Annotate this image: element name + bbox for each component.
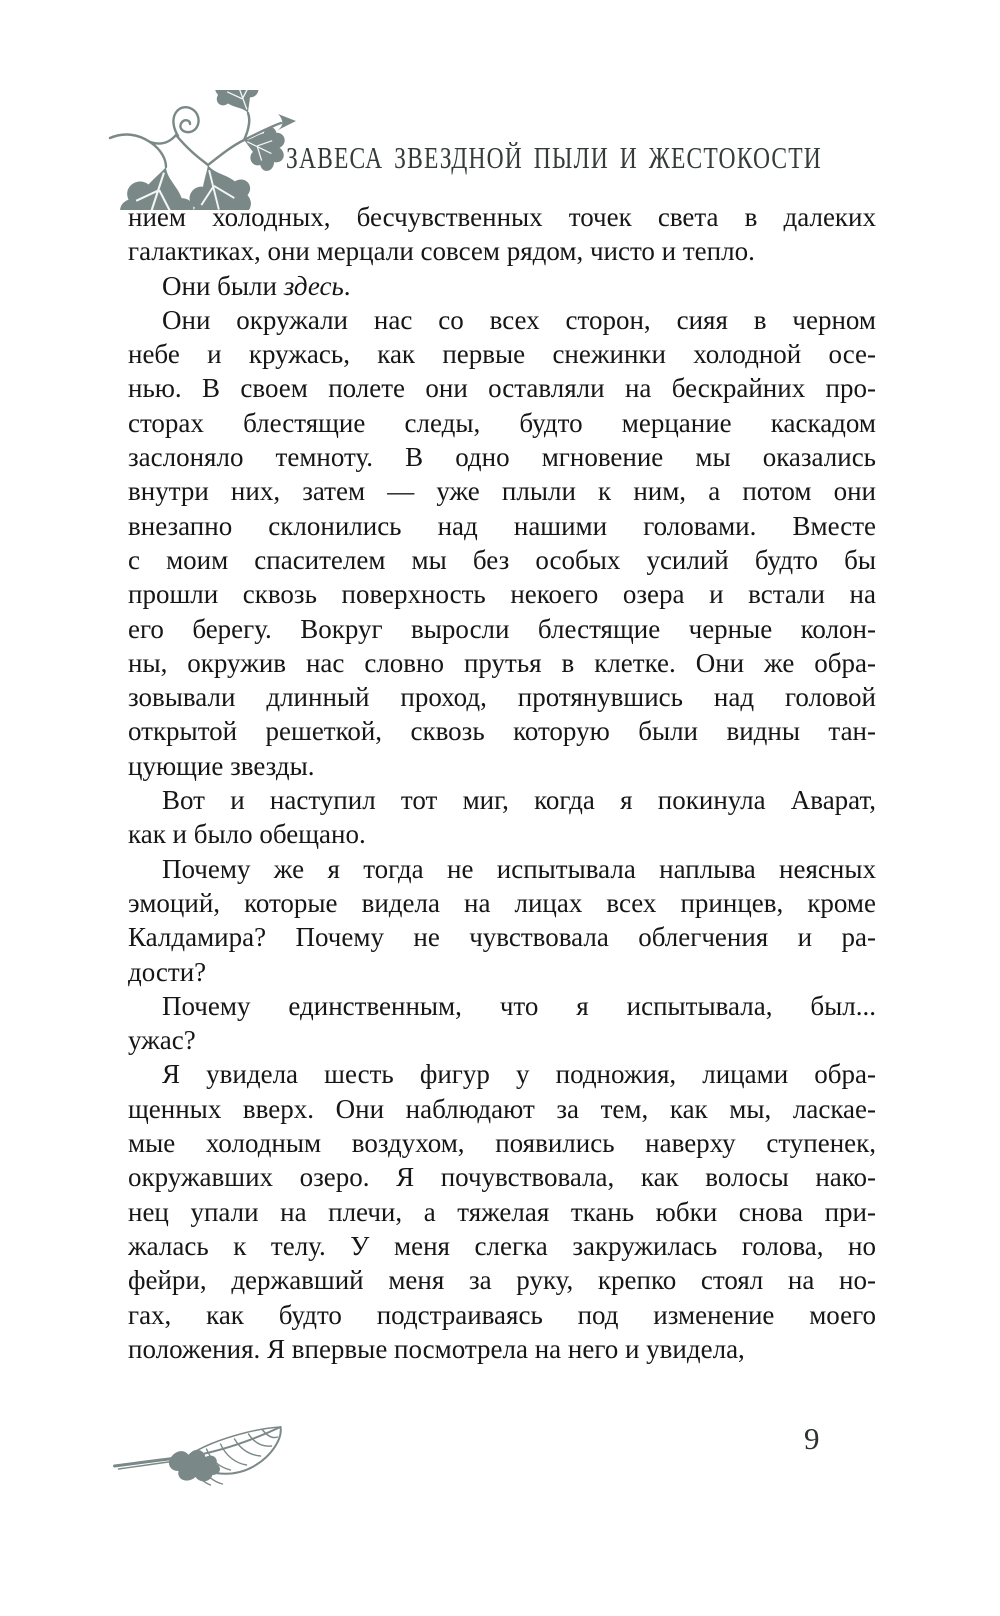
text-line: щенных вверх. Они наблюдают за тем, как мы, ласкае- — [128, 1093, 876, 1124]
text-line: как и было обещано. — [128, 819, 366, 850]
text-line: открытой решеткой, сквозь которую были видны тан- — [128, 716, 876, 747]
text-line: нец упали на плечи, а тяжелая ткань юбки снова при- — [128, 1196, 876, 1227]
text-line: мые холодным воздухом, появились наверху ступенек, — [128, 1128, 876, 1159]
text-line: внезапно склонились над нашими головами. Вместе — [128, 510, 876, 541]
text-line: ны, окружив нас словно прутья в клетке. Они же обра- — [128, 647, 876, 678]
feather-icon — [110, 1424, 296, 1496]
running-head-title: ЗАВЕСА ЗВЕЗДНОЙ ПЫЛИ И ЖЕСТОКОСТИ — [286, 140, 822, 175]
text-line: прошли сквозь поверхность некоего озера и встали на — [128, 579, 876, 610]
text-line: Я увидела шесть фигур у подножия, лицами обра- — [162, 1059, 876, 1090]
text-line: дости? — [128, 956, 207, 987]
text-line: внутри них, затем — уже плыли к ним, а потом они — [128, 476, 876, 507]
text-line: Вот и наступил тот миг, когда я покинула Аварат, — [162, 785, 876, 816]
text-line: нием холодных, бесчувственных точек света в далеких — [128, 202, 876, 232]
body-text — [128, 200, 876, 1366]
text-line: Они были здесь. — [162, 270, 351, 301]
text-line: небе и кружась, как первые снежинки холодной осе- — [128, 339, 876, 370]
text-line: с моим спасителем мы без особых усилий будто бы — [128, 544, 876, 575]
text-line: ужас? — [128, 1025, 196, 1056]
ivy-branch-icon — [104, 90, 304, 210]
text-line: Почему же я тогда не испытывала наплыва неясных — [162, 853, 876, 884]
text-line: фейри, державший меня за руку, крепко стоял на но- — [128, 1265, 876, 1296]
text-line: цующие звезды. — [128, 750, 315, 781]
text-line: галактиках, они мерцали совсем рядом, чисто и тепло. — [128, 236, 755, 267]
text-line: гах, как будто подстраиваясь под изменение моего — [128, 1299, 876, 1330]
text-line: сторах блестящие следы, будто мерцание каскадом — [128, 407, 876, 438]
text-line: Они окружали нас со всех сторон, сияя в черном — [162, 304, 876, 335]
text-line: жалась к телу. У меня слегка закружилась голова, но — [128, 1230, 876, 1261]
text-line: нью. В своем полете они оставляли на бескрайних про- — [128, 373, 876, 404]
text-line: Почему единственным, что я испытывала, был... — [162, 990, 876, 1021]
text-line: зовывали длинный проход, протянувшись над головой — [128, 682, 876, 713]
text-line: заслоняло темноту. В одно мгновение мы оказались — [128, 442, 876, 473]
text-line: окружавших озеро. Я почувствовала, как волосы нако- — [128, 1162, 876, 1193]
text-line: положения. Я впервые посмотрела на него и увидела, — [128, 1333, 745, 1364]
text-line: эмоций, которые видела на лицах всех принцев, кроме — [128, 887, 876, 918]
page-number: 9 — [804, 1421, 820, 1456]
text-line: его берегу. Вокруг выросли блестящие черные колон- — [128, 613, 876, 644]
text-line: Калдамира? Почему не чувствовала облегчения и ра- — [128, 922, 876, 953]
